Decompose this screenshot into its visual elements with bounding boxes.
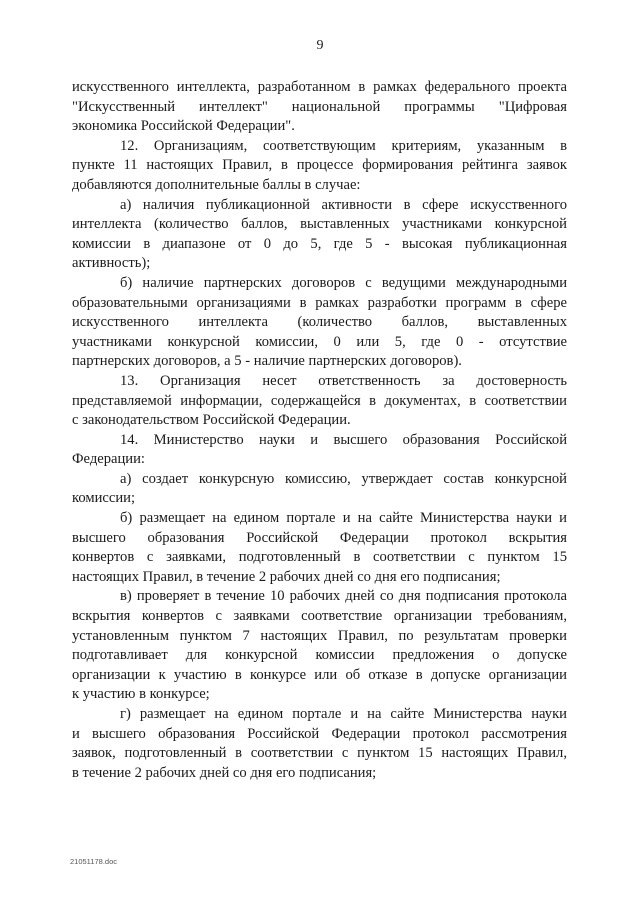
text-line: 12. Организациям, соответствующим критериям, указанным в — [120, 137, 567, 154]
text-line: партнерских договоров, а 5 - наличие партнерских договоров). — [72, 353, 462, 370]
text-line: искусственного интеллекта (количество баллов, выставленных — [72, 314, 567, 331]
paragraph-item-14a — [72, 470, 567, 509]
text-line: экономика Российской Федерации". — [72, 118, 295, 135]
text-line: б) наличие партнерских договоров с ведущими международными — [120, 274, 567, 291]
text-line: настоящих Правил, в течение 2 рабочих дней со дня его подписания; — [72, 568, 501, 585]
document-body — [72, 78, 567, 783]
paragraph-item-13 — [72, 372, 567, 431]
text-line: вскрытия конвертов с заявками соответствие организации требованиям, — [72, 608, 567, 625]
page-number: 9 — [316, 38, 324, 53]
text-line: комиссии в диапазоне от 0 до 5, где 5 - высокая публикационная — [72, 235, 567, 252]
text-line: установленным пунктом 7 настоящих Правил, по результатам проверки — [72, 627, 567, 644]
text-line: искусственного интеллекта, разработанном в рамках федерального проекта — [72, 79, 567, 95]
text-line: подготавливает для конкурсной комиссии предложения о допуске — [72, 647, 567, 664]
text-line: заявок, подготовленный в соответствии с пунктом 15 настоящих Правил, — [72, 745, 567, 762]
paragraph-item-14 — [72, 431, 567, 470]
text-line: 13. Организация несет ответственность за достоверность — [120, 372, 567, 389]
paragraph-item-14b — [72, 509, 567, 587]
text-line: и высшего образования Российской Федерации протокол рассмотрения — [72, 725, 567, 742]
document-file-code: 21051178.doc — [70, 857, 117, 866]
paragraph-item-12b — [72, 274, 567, 372]
text-line: а) создает конкурсную комиссию, утверждает состав конкурсной — [120, 470, 567, 487]
text-line: активность); — [72, 255, 151, 272]
text-line: участниками конкурсной комиссии, 0 или 5, где 0 - отсутствие — [72, 333, 567, 350]
paragraph-continuation — [72, 78, 567, 137]
text-line: представляемой информации, содержащейся в документах, в соответствии — [72, 392, 567, 409]
text-line: образовательными организациями в рамках разработки программ в сфере — [72, 294, 567, 311]
paragraph-item-14g — [72, 705, 567, 783]
text-line: а) наличия публикационной активности в сфере искусственного — [120, 196, 567, 213]
text-line: Федерации: — [72, 451, 145, 468]
text-line: 14. Министерство науки и высшего образования Российской — [120, 431, 567, 448]
paragraph-item-12a — [72, 196, 567, 274]
text-line: организации к участию в конкурсе или об отказе в допуске организации — [72, 666, 567, 683]
text-line: конвертов с заявками, подготовленный в соответствии с пунктом 15 — [72, 549, 567, 566]
text-line: с законодательством Российской Федерации. — [72, 412, 351, 429]
text-line: пункте 11 настоящих Правил, в процессе формирования рейтинга заявок — [72, 157, 567, 174]
paragraph-item-12 — [72, 137, 567, 196]
text-line: к участию в конкурсе; — [72, 686, 210, 703]
text-line: добавляются дополнительные баллы в случае: — [72, 176, 361, 193]
text-line: в течение 2 рабочих дней со дня его подписания; — [72, 764, 377, 781]
text-line: "Искусственный интеллект" национальной программы "Цифровая — [72, 98, 567, 115]
paragraph-item-14v — [72, 587, 567, 705]
text-line: высшего образования Российской Федерации протокол вскрытия — [72, 529, 567, 546]
text-line: интеллекта (количество баллов, выставленных участниками конкурсной — [72, 216, 567, 233]
text-line: в) проверяет в течение 10 рабочих дней со дня подписания протокола — [120, 588, 567, 605]
text-line: б) размещает на едином портале и на сайте Министерства науки и — [120, 510, 567, 527]
text-line: г) размещает на едином портале и на сайте Министерства науки — [120, 706, 567, 722]
text-line: комиссии; — [72, 490, 136, 507]
